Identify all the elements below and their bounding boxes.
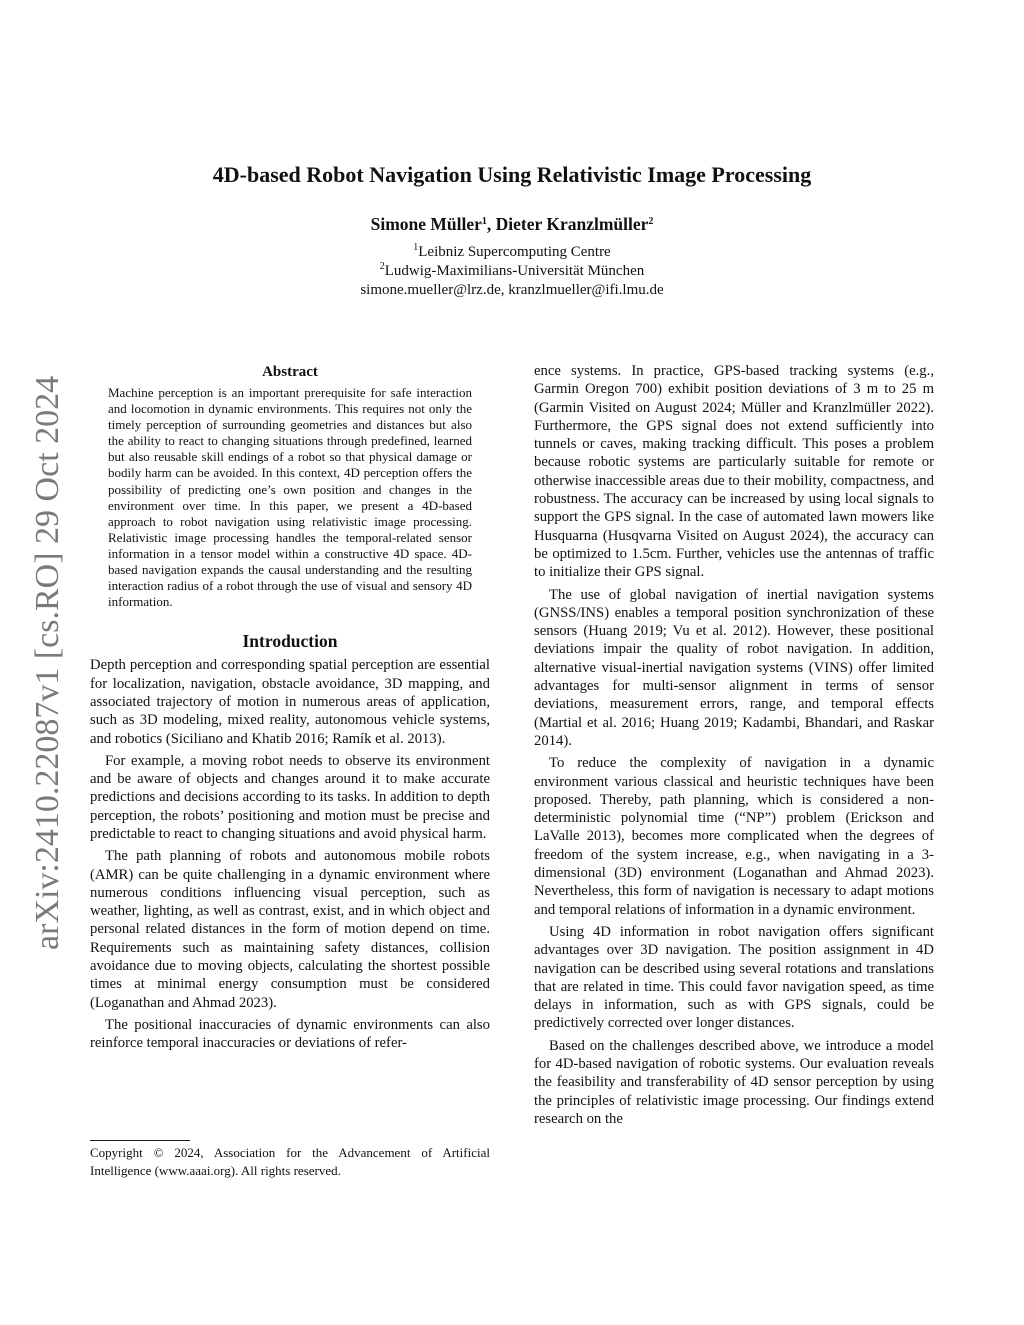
affiliation-marker: 1	[481, 216, 487, 227]
affiliation-line	[90, 262, 934, 281]
author-name: Simone Müller	[370, 214, 482, 234]
affiliation-marker: 2	[379, 261, 385, 272]
body-paragraph: Using 4D information in robot navigation offers significant advantages over 3D navigation. The position assignment in 4D navigation can be described using several rotations and translations that are related in time. This could favor navigation speed, as time delays in information, such as with GPS signals, could be predictively corrected over longer distances.	[534, 923, 934, 1032]
author-name: Dieter Kranzlmüller	[495, 214, 649, 234]
right-column	[534, 362, 934, 1128]
body-paragraph: The path planning of robots and autonomous mobile robots (AMR) can be quite challenging in a dynamic environment where numerous conditions influencing visual perception, such as weather, lighting, as well as contrast, exist, and in which object and personal related distances in the form of motion depend on time. Requirements such as maintaining safety distances, collision avoidance due to moving objects, calculating the shortest possible times at minimal energy consumption must be considered (Loganathan and Ahmad 2023).	[90, 848, 490, 1011]
body-paragraph: ence systems. In practice, GPS-based tracking systems (e.g., Garmin Oregon 700) exhibit position deviations of 3 m to 25 m (Garmin Visited on August 2024; Müller and Kranzlmüller 2022). Furthermore, the GPS signal does not extend sufficiently into tunnels or caves, making tracking difficult. This poses a problem because robotic systems are particularly suitable for remote or otherwise inaccessible areas due to their mobility, compactness, and robustness. The accuracy can be increased by using local signals to support the GPS signal. In the case of automated lawn mowers like Husquarna (Husqvarna Visited on August 2024), the accuracy can be optimized to 1.5cm. Further, vehicles use the antennas of traffic to initialize their GPS signal.	[534, 363, 934, 581]
author-separator: ,	[486, 214, 496, 234]
affiliation-line	[90, 243, 934, 262]
author-emails: simone.mueller@lrz.de, kranzlmueller@ifi.lmu.de	[360, 282, 664, 298]
body-paragraph: Based on the challenges described above, we introduce a model for 4D-based navigation of robotic systems. Our evaluation reveals the feasibility and transferability of 4D sensor perception by using the principles of relativistic image processing. Our findings extend research on the	[534, 1037, 934, 1127]
affiliation-marker: 2	[648, 216, 654, 227]
abstract-text: Machine perception is an important prerequisite for safe interaction and locomotion in dynamic environments. This requires not only the timely perception of surrounding geometries and distances but also the ability to react to changing situations through predefined, learned but also reusable skill endings of a robot so that physical damage or bodily harm can be avoided. In this context, 4D perception offers the possibility of predicting one’s own position and changes in the environment over time. In this paper, we present a 4D-based approach to robot navigation using relativistic image processing. Relativistic image processing handles the temporal-related sensor information in a tensor model within a constructive 4D space. 4D-based navigation expands the causal understanding and the resulting interaction radius of a robot through the use of visual and sensory 4D information.	[108, 385, 472, 610]
abstract-heading: Abstract	[262, 364, 318, 380]
body-paragraph: For example, a moving robot needs to observe its environment and be aware of objects and changes around it to make accurate predictions and decisions according to its tasks. In addition to depth perception, the robots’ positioning and motion must be precise and predictable to react to changing situations and avoid physical harm.	[90, 752, 490, 842]
affiliation-name: Leibniz Supercomputing Centre	[418, 244, 611, 260]
arxiv-identifier: arXiv:2410.22087v1 [cs.RO] 29 Oct 2024	[29, 375, 66, 950]
body-paragraph: The positional inaccuracies of dynamic environments can also reinforce temporal inaccuracies or deviations of refer-	[90, 1016, 490, 1052]
paper-title: 4D-based Robot Navigation Using Relativistic Image Processing	[212, 162, 812, 187]
body-paragraph: Depth perception and corresponding spatial perception are essential for localization, navigation, obstacle avoidance, 3D mapping, and associated trajectory of motion in numerous areas of application, such as 3D modeling, mixed reality, autonomous vehicle systems, and robotics (Siciliano and Khatib 2016; Ramík et al. 2013).	[90, 657, 490, 747]
affiliation-name: Ludwig-Maximilians-Universität München	[384, 263, 645, 279]
affiliations	[90, 243, 934, 300]
left-column	[90, 362, 490, 1053]
footnote-divider	[90, 1140, 190, 1141]
body-paragraph: To reduce the complexity of navigation in a dynamic environment various classical and heuristic techniques have been proposed. Thereby, path planning, which is considered a non-deterministic polynomial time (“NP”) problem (Erickson and LaValle 2013), becomes more complicated when the degrees of freedom of the system increase, e.g., when navigating in a 3-dimensional (3D) environment (Loganathan and Ahmad 2023). Nevertheless, this form of navigation is necessary to adapt motions and temporal relations of information in a dynamic environment.	[534, 755, 934, 918]
author-list	[90, 212, 934, 236]
body-paragraph: The use of global navigation of inertial navigation systems (GNSS/INS) enables a temporal position synchronization of these sensors (Huang 2019; Vu et al. 2012). However, these positional deviations impair the quality of robot navigation. In addition, alternative visual-inertial navigation systems (VINS) offer limited advantages for multi-sensor alignment in terms of sensor deviations, measurement errors, range, and temporal effects (Martial et al. 2016; Huang 2019; Kadambi, Bhandari, and Raskar 2014).	[534, 586, 934, 749]
introduction-heading: Introduction	[242, 631, 338, 652]
affiliation-marker: 1	[413, 242, 419, 253]
copyright-footnote: Copyright © 2024, Association for the Advancement of Artificial Intelligence (www.aaai.org). All rights reserved.	[90, 1145, 490, 1178]
